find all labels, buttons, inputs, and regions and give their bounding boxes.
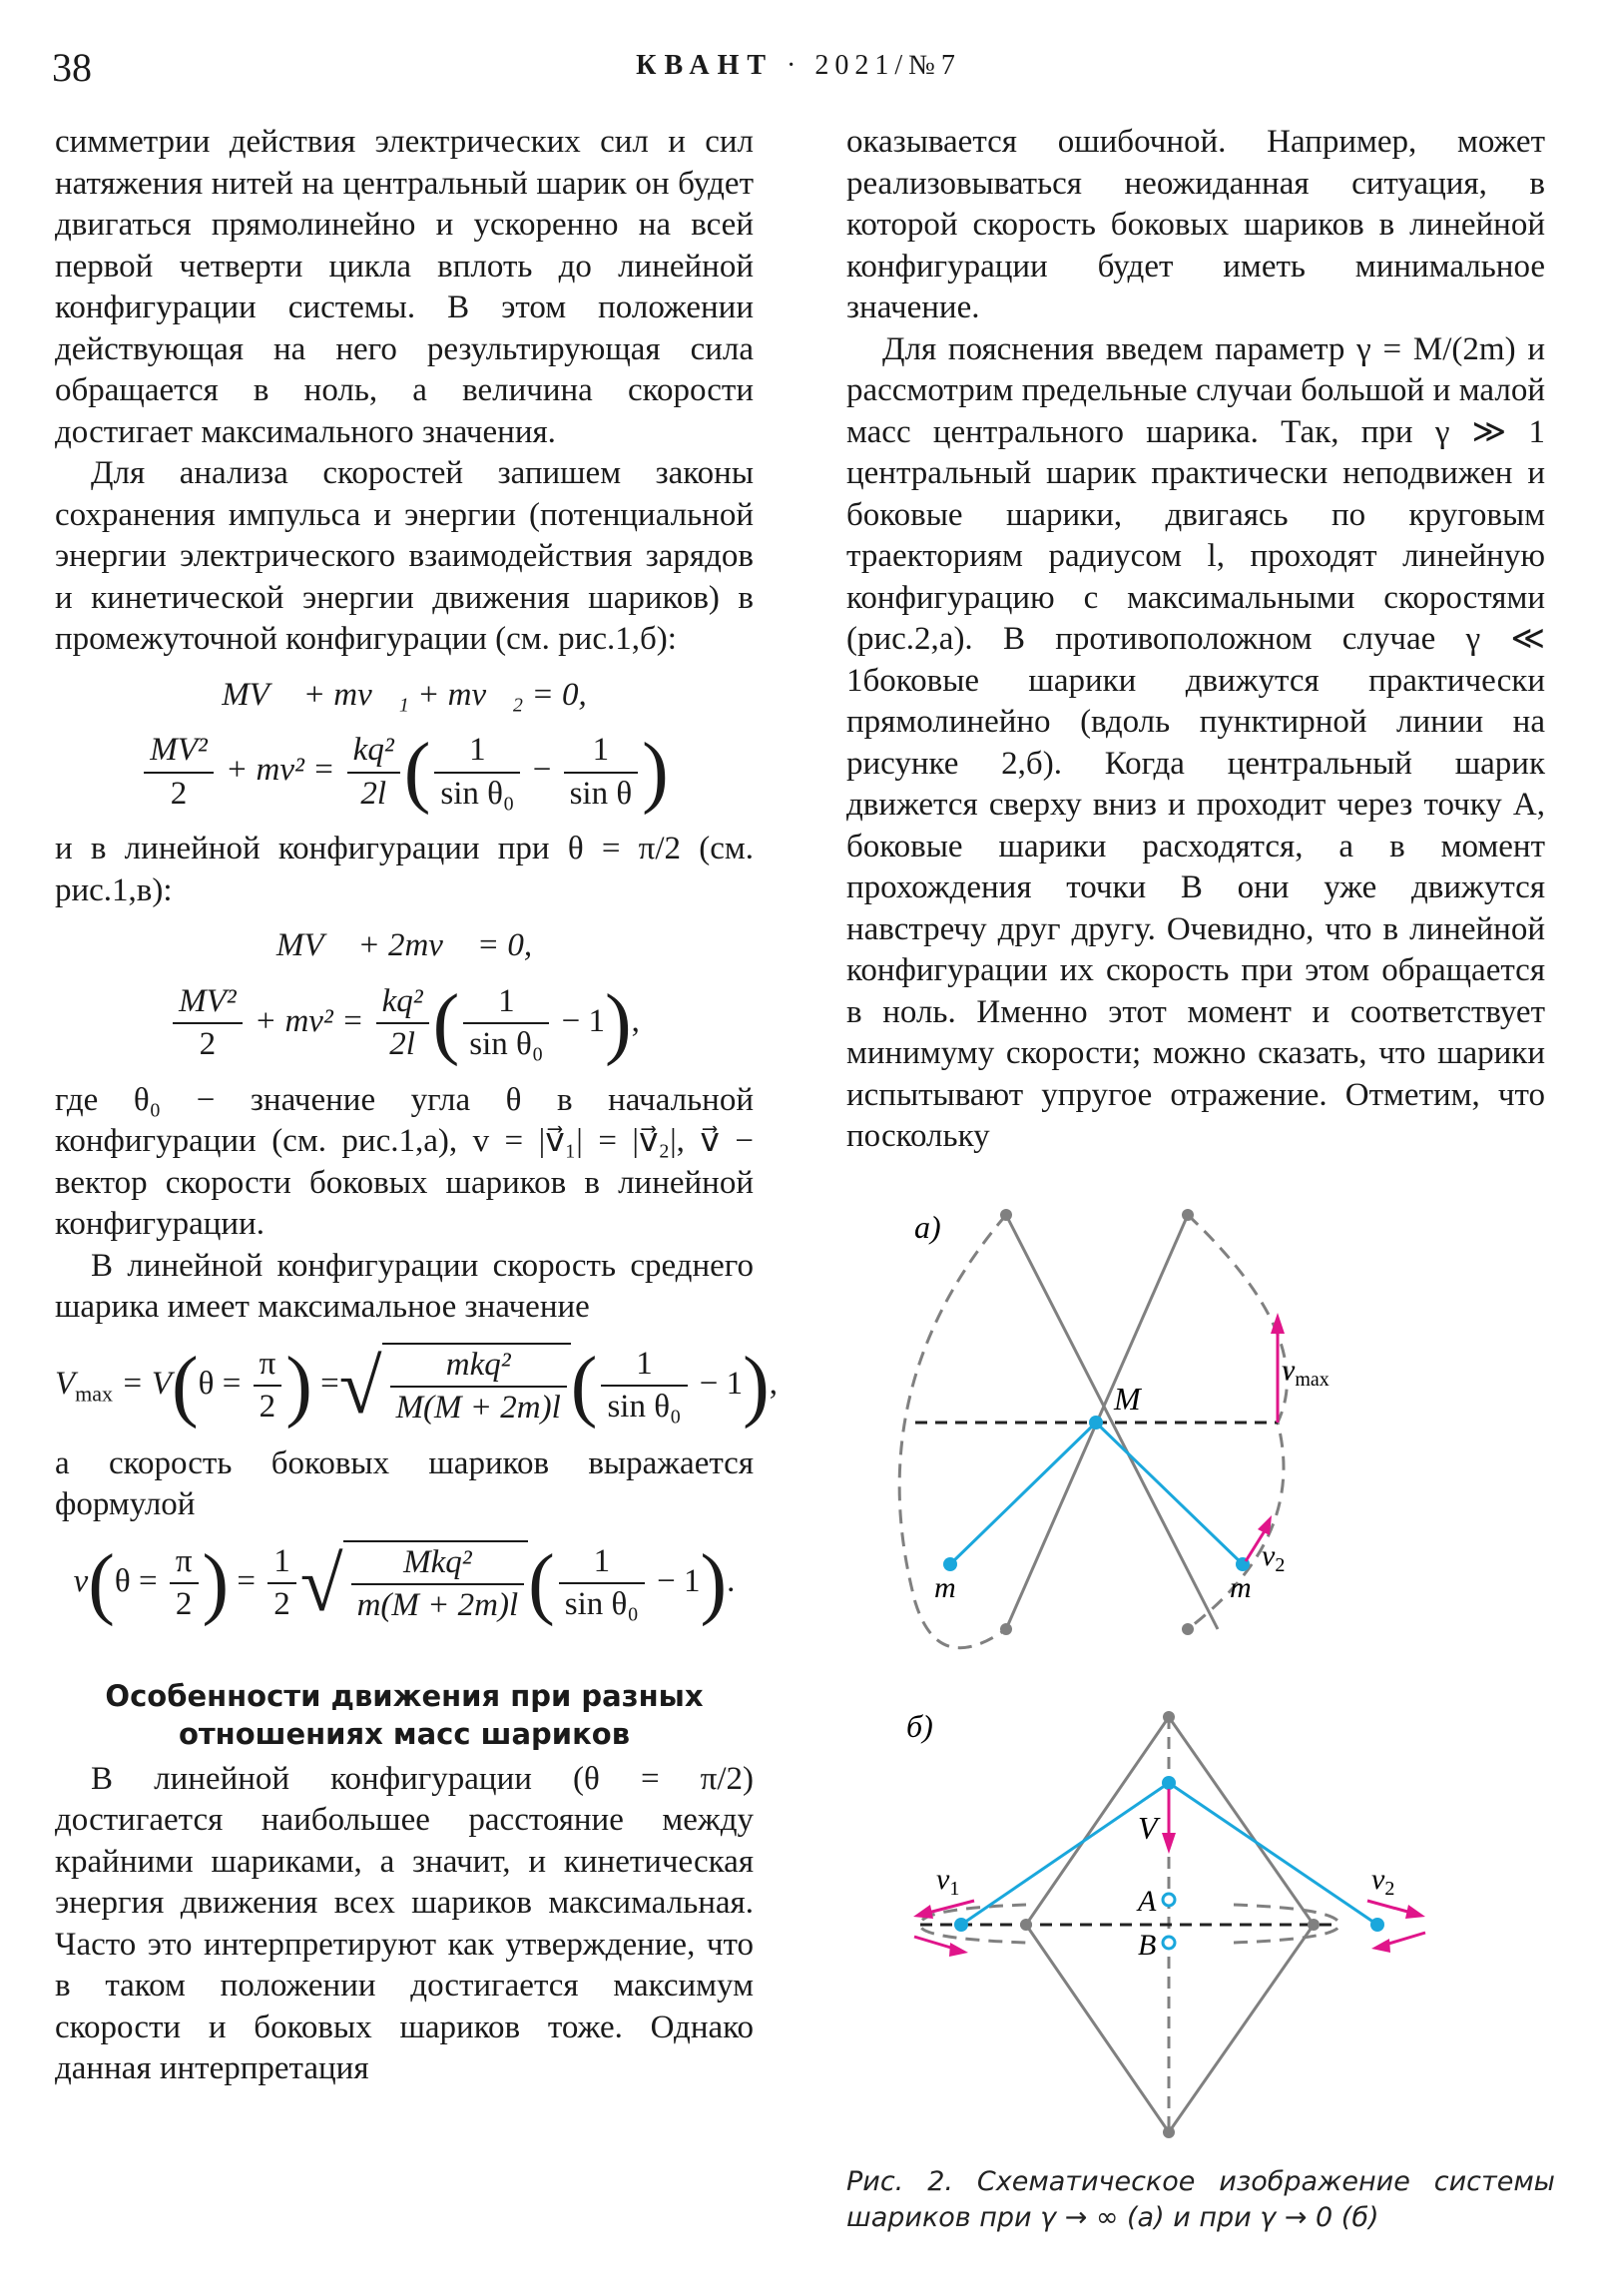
- fraction: $\frac{1}{\text{sin θ₀}}$: [601, 1344, 687, 1429]
- fraction: $\frac{\pi}{2}$: [254, 1344, 282, 1429]
- panel-a-label: а): [914, 1209, 941, 1245]
- fraction: $\frac{1}{\text{sin θ}}$: [564, 730, 639, 815]
- label-v1: $v_1$: [936, 1863, 960, 1900]
- pivot-point: [1182, 1623, 1194, 1635]
- fraction: $\frac{\text{mkq²}}{M(M + 2m)l}$: [390, 1345, 567, 1430]
- label-m-right: m: [1230, 1571, 1252, 1604]
- center-ball: [1089, 1416, 1103, 1430]
- pivot-point: [1163, 1711, 1175, 1723]
- magazine-title: КВАНТ: [636, 50, 775, 81]
- v1-arrow-in: [914, 1937, 954, 1949]
- label-V: V: [1138, 1810, 1158, 1846]
- panel-b-label: б): [906, 1708, 933, 1744]
- equation-momentum: MV⃗ + mv⃗₁ + mv⃗₂ = 0,: [222, 676, 587, 713]
- pivot-point: [1000, 1623, 1012, 1635]
- pivot-point: [1308, 1919, 1320, 1931]
- fraction: $\frac{1}{\text{sin θ₀}}$: [463, 981, 549, 1066]
- side-ball-right: [1370, 1918, 1384, 1932]
- equation-energy-linear: $\frac{\text{MV²}}{2}$ + mv² = $\frac{\text{kq²}}{2l}$ ( $\frac{1}{\text{sin θ₀}}$ − 1),: [55, 981, 754, 1066]
- fraction: $\frac{1}{2}$: [267, 1541, 296, 1626]
- v2-arrowhead: [1258, 1515, 1272, 1535]
- v2-arrow-out: [1367, 1901, 1411, 1913]
- equation-energy: $\frac{\text{MV²}}{2}$ + mv² = $\frac{\text{kq²}}{2l}$ ( $\frac{1}{\text{sin θ₀}}$ − $\frac{1}{\text{sin θ}}$ ): [55, 730, 754, 815]
- paragraph: Для пояснения введем параметр γ = M/(2m) и рассмотрим предельные случаи большой и малой масс центрального шарика. Так, при γ ≫ 1 центральный шарик практически неподвижен и боковые шарики, двигаясь по круговым траекториям радиусом l, проходят линейную конфигурацию с максимальными скоростями (рис.2,а). В противоположном случае γ ≪ 1боковые шарики движутся практически прямолинейно (вдоль пунктирной линии на рисунке 2,б). Когда центральный шарик движется сверху вниз и проходит через точку A, боковые шарики расходятся, а в момент прохождения точки B они уже движутся навстречу друг другу. Очевидно, что в линейной конфигурации их скорость при этом обращается в ноль. Именно этот момент и соответствует минимуму скорости; можно сказать, что шарики испытывают упругое отражение. Отметим, что поскольку: [846, 330, 1545, 1154]
- separator: ·: [787, 50, 802, 81]
- issue-number: 2021/№7: [814, 50, 961, 81]
- v2-arrowhead-out: [1405, 1905, 1425, 1919]
- fraction: $\frac{1}{\text{sin θ₀}}$: [559, 1541, 645, 1626]
- term: + mv² =: [226, 752, 335, 789]
- right-column: [846, 122, 1545, 1158]
- string-right: [1169, 1783, 1377, 1925]
- paragraph: Для анализа скоростей запишем законы сохранения импульса и энергии (потенциальной энергии электрического взаимодействия зарядов и кинетической энергии движения шариков) в промежуточной конфигурации (см. рис.1,б):: [55, 455, 754, 657]
- paragraph: В линейной конфигурации скорость среднего шарика имеет максимальное значение: [55, 1247, 754, 1325]
- v1-arrowhead-in: [949, 1943, 968, 1957]
- paragraph: симметрии действия электрических сил и сил натяжения нитей на центральный шарик он будет двигаться прямолинейно и ускоренно на всей первой четверти цикла вплоть до линейной конфигурации системы. В этом положении действующая на него результирующая сила обращается в ноль, а величина скорости достигает максимального значения.: [55, 124, 754, 450]
- pivot-point: [1163, 2126, 1175, 2138]
- side-ball-left: [954, 1918, 968, 1932]
- v1-arrowhead-out: [913, 1905, 933, 1919]
- pivot-point: [1182, 1209, 1194, 1221]
- string-right: [1096, 1423, 1243, 1564]
- page-number: 38: [52, 45, 92, 90]
- paragraph: В линейной конфигурации (θ = π/2) достигается наибольшее расстояние между крайними шариками, а значит, и кинетическая энергия движения всех шариков максимальная. Часто это интерпретируют как утверждение, что в таком положении достигается максимум скорости и боковых шариков тоже. Однако данная интерпретация: [55, 1760, 754, 2086]
- running-head: [0, 50, 1597, 82]
- panel-a: [899, 1209, 1330, 1648]
- fraction: $\frac{\text{MV²}}{2}$: [144, 730, 214, 815]
- figure-caption: Рис. 2. Схематическое изображение системы шариков при γ → ∞ (а) и при γ → 0 (б): [846, 2166, 1555, 2233]
- equation-momentum-linear: MV⃗ + 2mv⃗ = 0,: [275, 927, 533, 963]
- V-arrowhead: [1162, 1833, 1176, 1854]
- section-heading: Особенности движения при разных отношениях масс шариков: [105, 1678, 704, 1751]
- left-column: [55, 122, 779, 2090]
- paragraph: где θ₀ − значение угла θ в начальной конфигурации (см. рис.1,а), v = |v⃗₁| = |v⃗₂|, v⃗ − вектор скорости боковых шариков в линейной конфигурации.: [55, 1081, 754, 1242]
- equation-vmax: $V_{max} = V(\theta$ = $\frac{\pi}{2}$ ) =√ $\frac{\text{mkq²}}{M(M + 2m)l}$ ( $\frac{1}{\text{sin θ₀}}$ − 1),: [55, 1341, 779, 1430]
- figure-2: [878, 1178, 1577, 2156]
- label-vmax: $v_{max}$: [1282, 1354, 1330, 1391]
- label-M: M: [1114, 1381, 1141, 1417]
- paragraph: а скорость боковых шариков выражается формулой: [55, 1444, 754, 1522]
- side-ball-left: [943, 1557, 957, 1571]
- pivot-point: [1000, 1209, 1012, 1221]
- label-m-left: m: [934, 1571, 956, 1604]
- paragraph: и в линейной конфигурации при θ = π/2 (см. рис.1,в):: [55, 831, 754, 908]
- panel-b: [906, 1708, 1425, 2138]
- fraction: $\frac{1}{\text{sin θ₀}}$: [434, 730, 520, 815]
- pivot-point: [1020, 1919, 1032, 1931]
- label-v2: $v_2$: [1262, 1539, 1286, 1576]
- center-ball: [1162, 1776, 1176, 1790]
- paragraph: оказывается ошибочной. Например, может реализовываться неожиданная ситуация, в которой скорость боковых шариков в линейной конфигурации будет иметь минимальное значение.: [846, 124, 1545, 325]
- fraction: $\frac{\text{kq²}}{2l}$: [347, 730, 400, 815]
- fraction: $\frac{\pi}{2}$: [170, 1541, 199, 1626]
- fraction: $\frac{\text{kq²}}{2l}$: [376, 981, 429, 1066]
- label-v2: $v_2$: [1371, 1863, 1395, 1900]
- v2-arrow-in: [1385, 1933, 1425, 1945]
- point-A: [1163, 1894, 1175, 1906]
- v2-arrowhead-in: [1371, 1939, 1390, 1953]
- string-left: [950, 1423, 1096, 1564]
- point-B: [1163, 1937, 1175, 1949]
- equation-v-side: v(θ = $\frac{\pi}{2}$ ) = $\frac{1}{2}$ √ $\frac{\text{Mkq²}}{m(M + 2m)l}$ ( $\frac{1}{\text{sin θ₀}}$ − 1).: [73, 1538, 736, 1627]
- label-A: A: [1138, 1885, 1157, 1918]
- fraction: $\frac{\text{MV²}}{2}$: [173, 981, 243, 1066]
- fraction: $\frac{\text{Mkq²}}{m(M + 2m)l}$: [351, 1542, 525, 1627]
- label-B: B: [1138, 1929, 1157, 1962]
